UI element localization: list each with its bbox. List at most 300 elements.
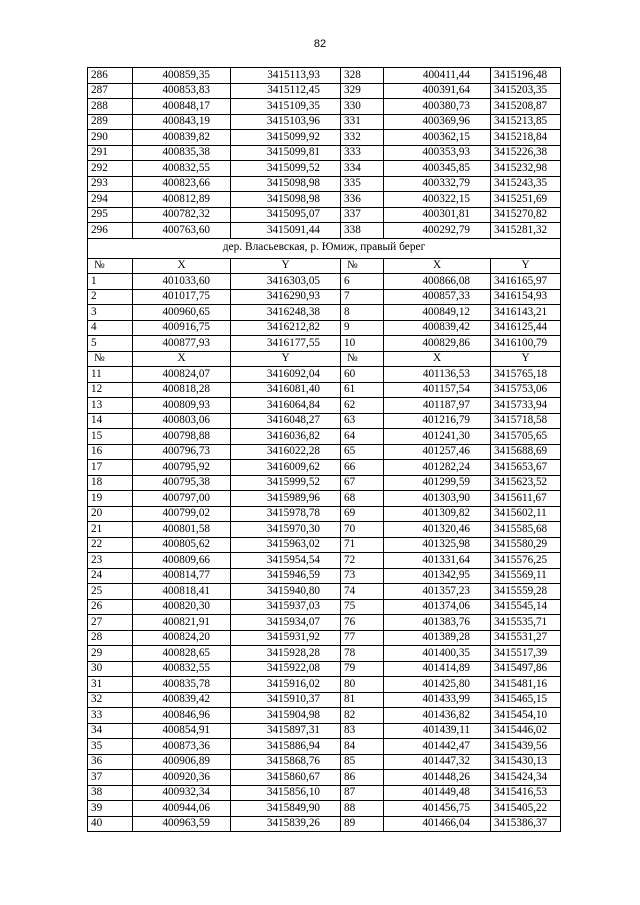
table-row <box>88 599 561 615</box>
x-coordinate-cell: 400814,77 <box>133 568 231 584</box>
y-coordinate-cell: 3415517,39 <box>491 646 561 662</box>
x-coordinate-cell: 400843,19 <box>133 114 231 130</box>
y-coordinate-cell: 3415196,48 <box>491 68 561 84</box>
y-coordinate-cell: 3416177,55 <box>231 336 341 352</box>
table-row <box>88 630 561 646</box>
x-coordinate-cell: 400322,15 <box>384 192 491 208</box>
point-number-cell: 64 <box>341 429 384 445</box>
x-coordinate-cell: 400848,17 <box>133 99 231 115</box>
table-row <box>88 68 561 84</box>
point-number-cell: 2 <box>88 289 133 305</box>
y-coordinate-cell: 3416303,05 <box>231 274 341 290</box>
table-row <box>88 692 561 708</box>
x-coordinate-cell: 400853,83 <box>133 83 231 99</box>
x-coordinate-cell: 401448,26 <box>384 770 491 786</box>
point-number-cell: 16 <box>88 444 133 460</box>
y-coordinate-cell: 3416009,62 <box>231 460 341 476</box>
x-coordinate-cell: 400803,06 <box>133 413 231 429</box>
table-row <box>88 207 561 223</box>
y-coordinate-cell: 3415430,13 <box>491 754 561 770</box>
column-header: X <box>133 258 231 274</box>
x-coordinate-cell: 400301,81 <box>384 207 491 223</box>
y-coordinate-cell: 3415916,02 <box>231 677 341 693</box>
y-coordinate-cell: 3415931,92 <box>231 630 341 646</box>
point-number-cell: 69 <box>341 506 384 522</box>
x-coordinate-cell: 400821,91 <box>133 615 231 631</box>
column-header: Y <box>231 351 341 367</box>
x-coordinate-cell: 401216,79 <box>384 413 491 429</box>
x-coordinate-cell: 400960,65 <box>133 305 231 321</box>
point-number-cell: 336 <box>341 192 384 208</box>
table-row <box>88 754 561 770</box>
y-coordinate-cell: 3415439,56 <box>491 739 561 755</box>
y-coordinate-cell: 3415103,96 <box>231 114 341 130</box>
point-number-cell: 78 <box>341 646 384 662</box>
table-row <box>88 568 561 584</box>
point-number-cell: 39 <box>88 801 133 817</box>
table-row <box>88 192 561 208</box>
x-coordinate-cell: 401320,46 <box>384 522 491 538</box>
x-coordinate-cell: 400332,79 <box>384 176 491 192</box>
column-header: № <box>341 351 384 367</box>
y-coordinate-cell: 3415099,52 <box>231 161 341 177</box>
x-coordinate-cell: 400809,93 <box>133 398 231 414</box>
header-row <box>88 258 561 274</box>
x-coordinate-cell: 400799,02 <box>133 506 231 522</box>
table-row <box>88 223 561 239</box>
y-coordinate-cell: 3416092,04 <box>231 367 341 383</box>
coordinates-table <box>87 67 561 832</box>
table-row <box>88 460 561 476</box>
table-row <box>88 444 561 460</box>
table-row <box>88 382 561 398</box>
y-coordinate-cell: 3415405,22 <box>491 801 561 817</box>
point-number-cell: 338 <box>341 223 384 239</box>
x-coordinate-cell: 400763,60 <box>133 223 231 239</box>
y-coordinate-cell: 3416064,84 <box>231 398 341 414</box>
y-coordinate-cell: 3415904,98 <box>231 708 341 724</box>
y-coordinate-cell: 3415718,58 <box>491 413 561 429</box>
point-number-cell: 30 <box>88 661 133 677</box>
x-coordinate-cell: 401033,60 <box>133 274 231 290</box>
column-header: X <box>384 351 491 367</box>
y-coordinate-cell: 3416100,79 <box>491 336 561 352</box>
point-number-cell: 81 <box>341 692 384 708</box>
point-number-cell: 89 <box>341 816 384 832</box>
y-coordinate-cell: 3415545,14 <box>491 599 561 615</box>
point-number-cell: 35 <box>88 739 133 755</box>
x-coordinate-cell: 400835,78 <box>133 677 231 693</box>
table-row <box>88 130 561 146</box>
point-number-cell: 60 <box>341 367 384 383</box>
point-number-cell: 1 <box>88 274 133 290</box>
table-row <box>88 161 561 177</box>
point-number-cell: 34 <box>88 723 133 739</box>
point-number-cell: 296 <box>88 223 133 239</box>
table-row <box>88 367 561 383</box>
y-coordinate-cell: 3415559,28 <box>491 584 561 600</box>
point-number-cell: 337 <box>341 207 384 223</box>
x-coordinate-cell: 400854,91 <box>133 723 231 739</box>
point-number-cell: 86 <box>341 770 384 786</box>
x-coordinate-cell: 400798,88 <box>133 429 231 445</box>
x-coordinate-cell: 400824,07 <box>133 367 231 383</box>
y-coordinate-cell: 3415839,26 <box>231 816 341 832</box>
table-row <box>88 114 561 130</box>
y-coordinate-cell: 3416248,38 <box>231 305 341 321</box>
point-number-cell: 22 <box>88 537 133 553</box>
y-coordinate-cell: 3415109,35 <box>231 99 341 115</box>
point-number-cell: 291 <box>88 145 133 161</box>
table-row <box>88 398 561 414</box>
y-coordinate-cell: 3415860,67 <box>231 770 341 786</box>
x-coordinate-cell: 400820,30 <box>133 599 231 615</box>
table-row <box>88 646 561 662</box>
y-coordinate-cell: 3415868,76 <box>231 754 341 770</box>
y-coordinate-cell: 3415424,34 <box>491 770 561 786</box>
y-coordinate-cell: 3415218,84 <box>491 130 561 146</box>
y-coordinate-cell: 3415446,02 <box>491 723 561 739</box>
x-coordinate-cell: 401257,46 <box>384 444 491 460</box>
table-row <box>88 661 561 677</box>
x-coordinate-cell: 400920,36 <box>133 770 231 786</box>
point-number-cell: 17 <box>88 460 133 476</box>
point-number-cell: 6 <box>341 274 384 290</box>
point-number-cell: 83 <box>341 723 384 739</box>
point-number-cell: 72 <box>341 553 384 569</box>
point-number-cell: 289 <box>88 114 133 130</box>
point-number-cell: 286 <box>88 68 133 84</box>
point-number-cell: 76 <box>341 615 384 631</box>
x-coordinate-cell: 401447,32 <box>384 754 491 770</box>
table-row <box>88 739 561 755</box>
point-number-cell: 63 <box>341 413 384 429</box>
point-number-cell: 13 <box>88 398 133 414</box>
x-coordinate-cell: 400828,65 <box>133 646 231 662</box>
x-coordinate-cell: 400832,55 <box>133 661 231 677</box>
x-coordinate-cell: 401433,99 <box>384 692 491 708</box>
point-number-cell: 19 <box>88 491 133 507</box>
x-coordinate-cell: 401282,24 <box>384 460 491 476</box>
point-number-cell: 66 <box>341 460 384 476</box>
y-coordinate-cell: 3415753,06 <box>491 382 561 398</box>
y-coordinate-cell: 3415611,67 <box>491 491 561 507</box>
point-number-cell: 8 <box>341 305 384 321</box>
y-coordinate-cell: 3415946,59 <box>231 568 341 584</box>
y-coordinate-cell: 3415954,54 <box>231 553 341 569</box>
x-coordinate-cell: 400849,12 <box>384 305 491 321</box>
column-header: № <box>88 351 133 367</box>
header-row <box>88 351 561 367</box>
x-coordinate-cell: 400877,93 <box>133 336 231 352</box>
column-header: Y <box>491 351 561 367</box>
x-coordinate-cell: 401157,54 <box>384 382 491 398</box>
y-coordinate-cell: 3415454,10 <box>491 708 561 724</box>
table-row <box>88 83 561 99</box>
point-number-cell: 62 <box>341 398 384 414</box>
point-number-cell: 20 <box>88 506 133 522</box>
y-coordinate-cell: 3416036,82 <box>231 429 341 445</box>
y-coordinate-cell: 3415653,67 <box>491 460 561 476</box>
x-coordinate-cell: 401383,76 <box>384 615 491 631</box>
point-number-cell: 31 <box>88 677 133 693</box>
x-coordinate-cell: 400782,32 <box>133 207 231 223</box>
point-number-cell: 329 <box>341 83 384 99</box>
y-coordinate-cell: 3415928,28 <box>231 646 341 662</box>
x-coordinate-cell: 400906,89 <box>133 754 231 770</box>
y-coordinate-cell: 3416081,40 <box>231 382 341 398</box>
point-number-cell: 85 <box>341 754 384 770</box>
point-number-cell: 25 <box>88 584 133 600</box>
point-number-cell: 11 <box>88 367 133 383</box>
table-row <box>88 429 561 445</box>
x-coordinate-cell: 400796,73 <box>133 444 231 460</box>
y-coordinate-cell: 3415386,37 <box>491 816 561 832</box>
y-coordinate-cell: 3416290,93 <box>231 289 341 305</box>
x-coordinate-cell: 400916,75 <box>133 320 231 336</box>
x-coordinate-cell: 400835,38 <box>133 145 231 161</box>
point-number-cell: 80 <box>341 677 384 693</box>
x-coordinate-cell: 400795,38 <box>133 475 231 491</box>
point-number-cell: 4 <box>88 320 133 336</box>
y-coordinate-cell: 3415733,94 <box>491 398 561 414</box>
point-number-cell: 36 <box>88 754 133 770</box>
x-coordinate-cell: 400812,89 <box>133 192 231 208</box>
x-coordinate-cell: 400345,85 <box>384 161 491 177</box>
x-coordinate-cell: 400839,42 <box>133 692 231 708</box>
point-number-cell: 71 <box>341 537 384 553</box>
table-row <box>88 413 561 429</box>
y-coordinate-cell: 3415897,31 <box>231 723 341 739</box>
x-coordinate-cell: 400932,34 <box>133 785 231 801</box>
y-coordinate-cell: 3416165,97 <box>491 274 561 290</box>
table-row <box>88 522 561 538</box>
x-coordinate-cell: 401389,28 <box>384 630 491 646</box>
x-coordinate-cell: 401439,11 <box>384 723 491 739</box>
point-number-cell: 28 <box>88 630 133 646</box>
point-number-cell: 295 <box>88 207 133 223</box>
table-row <box>88 305 561 321</box>
y-coordinate-cell: 3415243,35 <box>491 176 561 192</box>
y-coordinate-cell: 3415910,37 <box>231 692 341 708</box>
y-coordinate-cell: 3415098,98 <box>231 192 341 208</box>
x-coordinate-cell: 401342,95 <box>384 568 491 584</box>
y-coordinate-cell: 3415856,10 <box>231 785 341 801</box>
y-coordinate-cell: 3415765,18 <box>491 367 561 383</box>
point-number-cell: 24 <box>88 568 133 584</box>
point-number-cell: 29 <box>88 646 133 662</box>
x-coordinate-cell: 400944,06 <box>133 801 231 817</box>
y-coordinate-cell: 3415232,98 <box>491 161 561 177</box>
x-coordinate-cell: 401309,82 <box>384 506 491 522</box>
x-coordinate-cell: 401400,35 <box>384 646 491 662</box>
x-coordinate-cell: 400795,92 <box>133 460 231 476</box>
x-coordinate-cell: 400801,58 <box>133 522 231 538</box>
point-number-cell: 333 <box>341 145 384 161</box>
x-coordinate-cell: 401436,82 <box>384 708 491 724</box>
y-coordinate-cell: 3415970,30 <box>231 522 341 538</box>
point-number-cell: 70 <box>341 522 384 538</box>
point-number-cell: 82 <box>341 708 384 724</box>
point-number-cell: 21 <box>88 522 133 538</box>
y-coordinate-cell: 3415623,52 <box>491 475 561 491</box>
x-coordinate-cell: 401425,80 <box>384 677 491 693</box>
y-coordinate-cell: 3415251,69 <box>491 192 561 208</box>
y-coordinate-cell: 3415208,87 <box>491 99 561 115</box>
table-row <box>88 176 561 192</box>
y-coordinate-cell: 3415580,29 <box>491 537 561 553</box>
column-header: № <box>341 258 384 274</box>
point-number-cell: 290 <box>88 130 133 146</box>
y-coordinate-cell: 3415095,07 <box>231 207 341 223</box>
x-coordinate-cell: 400839,82 <box>133 130 231 146</box>
x-coordinate-cell: 400805,62 <box>133 537 231 553</box>
y-coordinate-cell: 3415203,35 <box>491 83 561 99</box>
y-coordinate-cell: 3415497,86 <box>491 661 561 677</box>
point-number-cell: 68 <box>341 491 384 507</box>
y-coordinate-cell: 3415099,92 <box>231 130 341 146</box>
x-coordinate-cell: 401414,89 <box>384 661 491 677</box>
x-coordinate-cell: 401449,48 <box>384 785 491 801</box>
x-coordinate-cell: 401325,98 <box>384 537 491 553</box>
point-number-cell: 330 <box>341 99 384 115</box>
point-number-cell: 75 <box>341 599 384 615</box>
y-coordinate-cell: 3415270,82 <box>491 207 561 223</box>
x-coordinate-cell: 400866,08 <box>384 274 491 290</box>
table-row <box>88 336 561 352</box>
x-coordinate-cell: 401374,06 <box>384 599 491 615</box>
column-header: X <box>133 351 231 367</box>
x-coordinate-cell: 400353,93 <box>384 145 491 161</box>
point-number-cell: 38 <box>88 785 133 801</box>
column-header: X <box>384 258 491 274</box>
table-row <box>88 584 561 600</box>
table-row <box>88 615 561 631</box>
y-coordinate-cell: 3415999,52 <box>231 475 341 491</box>
section-caption-row <box>88 238 561 258</box>
x-coordinate-cell: 401456,75 <box>384 801 491 817</box>
y-coordinate-cell: 3415213,85 <box>491 114 561 130</box>
point-number-cell: 33 <box>88 708 133 724</box>
x-coordinate-cell: 401303,90 <box>384 491 491 507</box>
point-number-cell: 332 <box>341 130 384 146</box>
x-coordinate-cell: 400369,96 <box>384 114 491 130</box>
point-number-cell: 26 <box>88 599 133 615</box>
x-coordinate-cell: 400824,20 <box>133 630 231 646</box>
table-row <box>88 723 561 739</box>
point-number-cell: 10 <box>341 336 384 352</box>
point-number-cell: 84 <box>341 739 384 755</box>
x-coordinate-cell: 400829,86 <box>384 336 491 352</box>
y-coordinate-cell: 3416022,28 <box>231 444 341 460</box>
table-row <box>88 708 561 724</box>
x-coordinate-cell: 400809,66 <box>133 553 231 569</box>
point-number-cell: 288 <box>88 99 133 115</box>
x-coordinate-cell: 401136,53 <box>384 367 491 383</box>
point-number-cell: 77 <box>341 630 384 646</box>
point-number-cell: 61 <box>341 382 384 398</box>
table-row <box>88 770 561 786</box>
x-coordinate-cell: 400411,44 <box>384 68 491 84</box>
table-row <box>88 274 561 290</box>
y-coordinate-cell: 3415849,90 <box>231 801 341 817</box>
point-number-cell: 88 <box>341 801 384 817</box>
table-row <box>88 506 561 522</box>
y-coordinate-cell: 3416154,93 <box>491 289 561 305</box>
point-number-cell: 14 <box>88 413 133 429</box>
y-coordinate-cell: 3415416,53 <box>491 785 561 801</box>
point-number-cell: 328 <box>341 68 384 84</box>
point-number-cell: 18 <box>88 475 133 491</box>
y-coordinate-cell: 3415099,81 <box>231 145 341 161</box>
y-coordinate-cell: 3415576,25 <box>491 553 561 569</box>
y-coordinate-cell: 3415937,03 <box>231 599 341 615</box>
point-number-cell: 331 <box>341 114 384 130</box>
y-coordinate-cell: 3415091,44 <box>231 223 341 239</box>
point-number-cell: 9 <box>341 320 384 336</box>
point-number-cell: 23 <box>88 553 133 569</box>
point-number-cell: 12 <box>88 382 133 398</box>
x-coordinate-cell: 401187,97 <box>384 398 491 414</box>
x-coordinate-cell: 401466,04 <box>384 816 491 832</box>
x-coordinate-cell: 400857,33 <box>384 289 491 305</box>
y-coordinate-cell: 3415535,71 <box>491 615 561 631</box>
point-number-cell: 40 <box>88 816 133 832</box>
x-coordinate-cell: 400839,42 <box>384 320 491 336</box>
table-row <box>88 289 561 305</box>
point-number-cell: 7 <box>341 289 384 305</box>
point-number-cell: 87 <box>341 785 384 801</box>
x-coordinate-cell: 400859,35 <box>133 68 231 84</box>
y-coordinate-cell: 3415113,93 <box>231 68 341 84</box>
x-coordinate-cell: 400362,15 <box>384 130 491 146</box>
table-row <box>88 320 561 336</box>
point-number-cell: 74 <box>341 584 384 600</box>
y-coordinate-cell: 3415531,27 <box>491 630 561 646</box>
table-row <box>88 99 561 115</box>
y-coordinate-cell: 3415098,98 <box>231 176 341 192</box>
point-number-cell: 335 <box>341 176 384 192</box>
table-body <box>88 68 561 832</box>
y-coordinate-cell: 3416212,82 <box>231 320 341 336</box>
column-header: Y <box>231 258 341 274</box>
table-row <box>88 145 561 161</box>
point-number-cell: 334 <box>341 161 384 177</box>
y-coordinate-cell: 3415886,94 <box>231 739 341 755</box>
x-coordinate-cell: 400823,66 <box>133 176 231 192</box>
point-number-cell: 79 <box>341 661 384 677</box>
y-coordinate-cell: 3415281,32 <box>491 223 561 239</box>
table-row <box>88 816 561 832</box>
x-coordinate-cell: 401241,30 <box>384 429 491 445</box>
x-coordinate-cell: 401299,59 <box>384 475 491 491</box>
table-row <box>88 801 561 817</box>
x-coordinate-cell: 400292,79 <box>384 223 491 239</box>
point-number-cell: 27 <box>88 615 133 631</box>
x-coordinate-cell: 401017,75 <box>133 289 231 305</box>
y-coordinate-cell: 3415688,69 <box>491 444 561 460</box>
column-header: № <box>88 258 133 274</box>
page-number: 82 <box>313 38 327 50</box>
point-number-cell: 294 <box>88 192 133 208</box>
y-coordinate-cell: 3415226,38 <box>491 145 561 161</box>
point-number-cell: 5 <box>88 336 133 352</box>
x-coordinate-cell: 400818,28 <box>133 382 231 398</box>
y-coordinate-cell: 3415940,80 <box>231 584 341 600</box>
y-coordinate-cell: 3415989,96 <box>231 491 341 507</box>
point-number-cell: 37 <box>88 770 133 786</box>
x-coordinate-cell: 400963,59 <box>133 816 231 832</box>
